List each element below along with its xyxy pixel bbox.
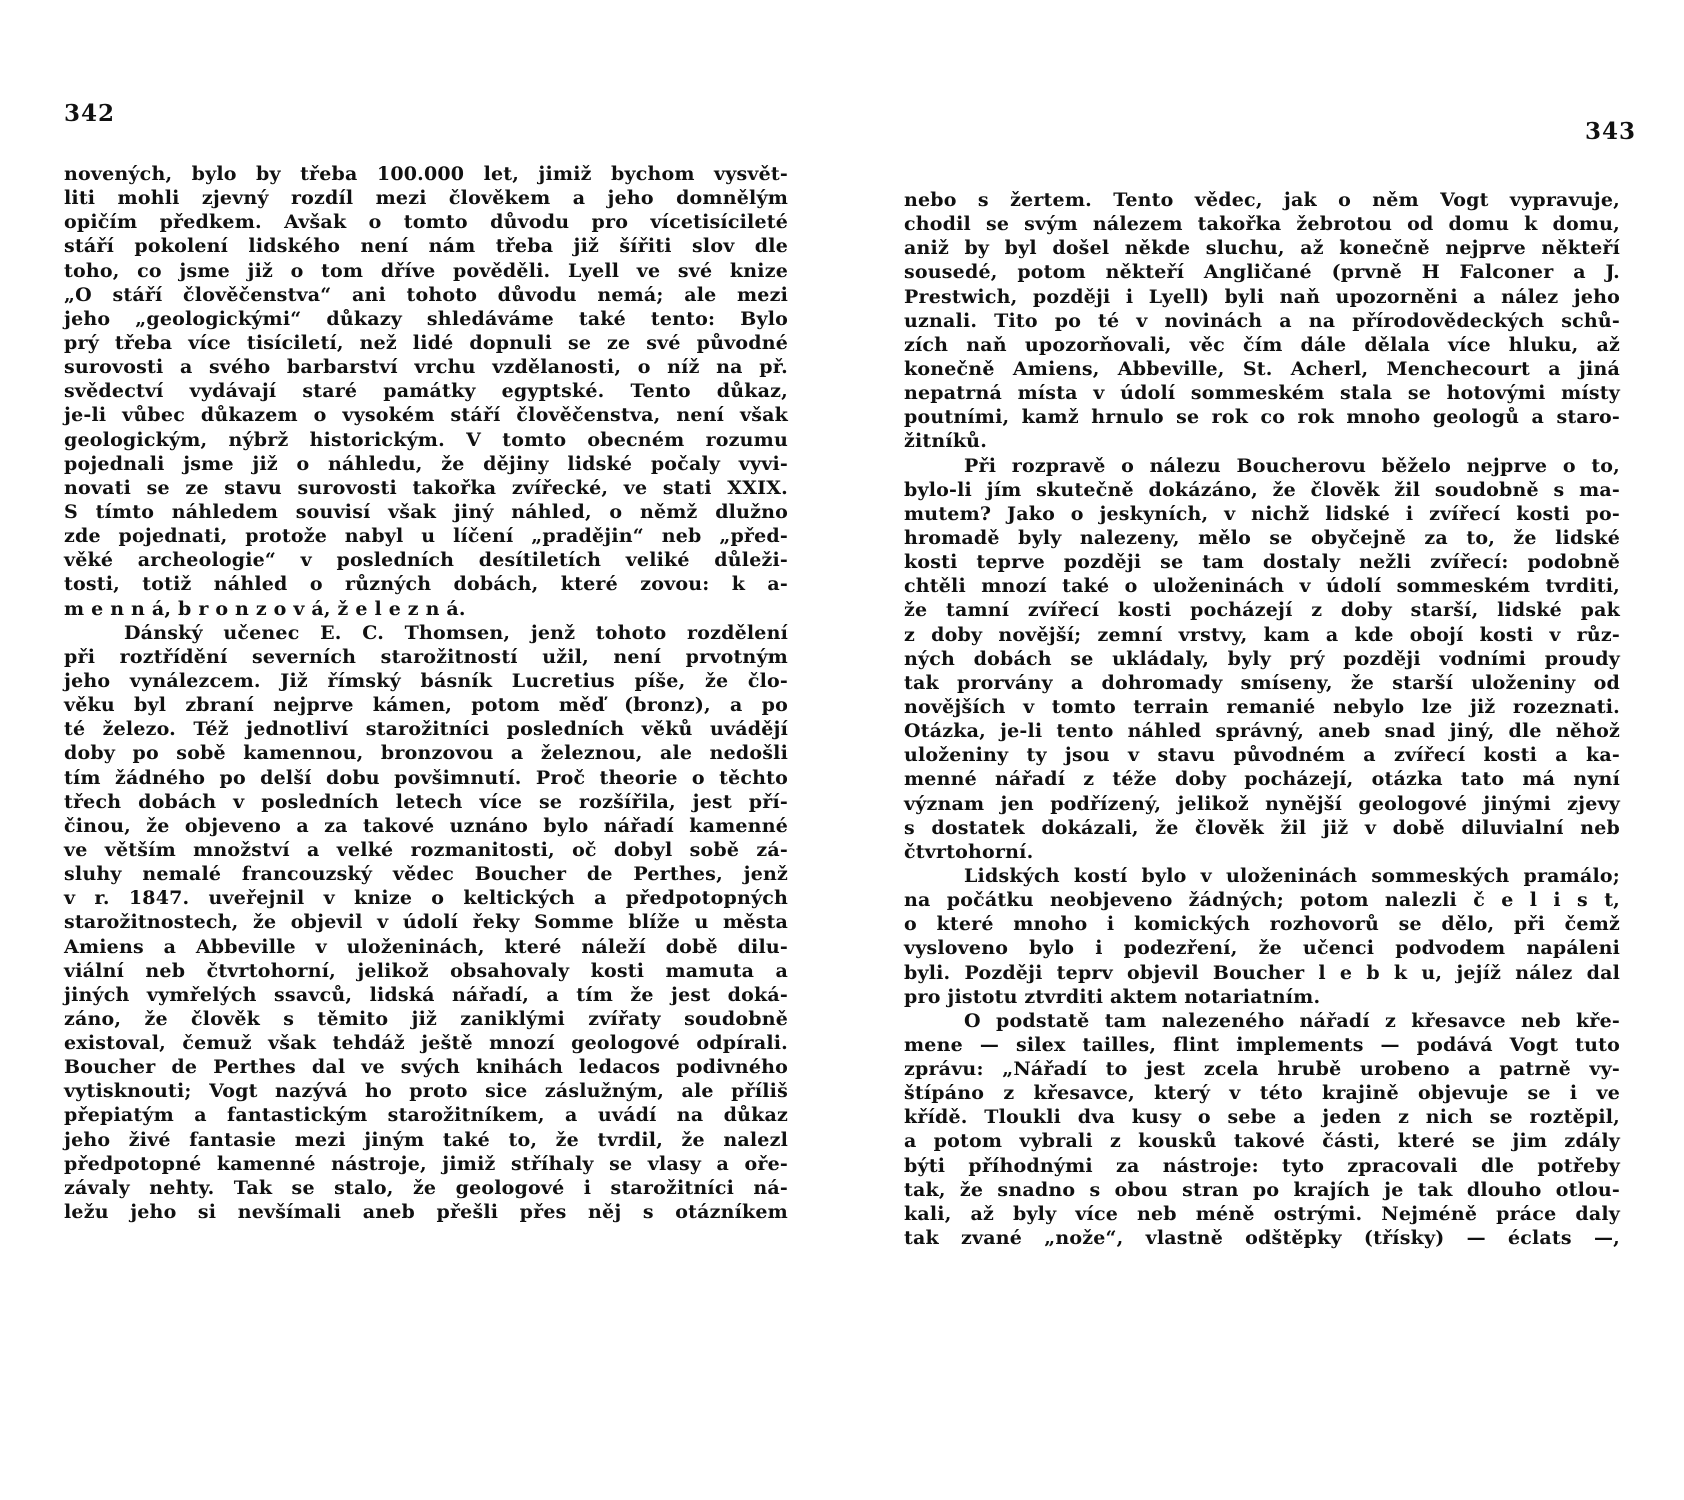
text-line: přepiatým a fantastickým starožitníkem, a uvádí na důkaz bbox=[64, 1104, 788, 1127]
text-line: jeho „geologickými“ důkazy shledáváme také tento: Bylo bbox=[64, 307, 788, 330]
text-line: uloženiny ty jsou v stavu původném a zvířecí kosti a ka- bbox=[904, 744, 1620, 767]
text-line: hromadě byly nalezeny, mělo se obyčejně za to, že lidské bbox=[904, 526, 1620, 549]
right-page bbox=[842, 0, 1684, 1500]
text-line: na počátku neobjeveno žádných; potom nalezli č e l i s t, bbox=[904, 889, 1620, 912]
text-line: zích naň upozorňovali, věc čím dále dělala více hluku, až bbox=[904, 333, 1620, 356]
text-line: bylo-li jím skutečně dokázáno, že člověk žil soudobně s ma- bbox=[904, 478, 1620, 501]
text-line: třech dobách v posledních letech více se rozšířila, jest pří- bbox=[64, 790, 788, 813]
text-line: ve větším množství a velké rozmanitosti, oč dobyl sobě zá- bbox=[64, 838, 788, 861]
page-number-right: 343 bbox=[1584, 118, 1636, 145]
text-line: tak prorvány a dohromady smíseny, že starší uloženiny od bbox=[904, 671, 1620, 694]
text-line: viální neb čtvrtohorní, jelikož obsahovaly kosti mamuta a bbox=[64, 959, 788, 982]
text-line: jeho vynálezcem. Již římský básník Lucretius píše, že člo- bbox=[64, 669, 788, 692]
text-line: „O stáří člověčenstva“ ani tohoto důvodu nemá; ale mezi bbox=[64, 283, 788, 306]
text-line: Boucher de Perthes dal ve svých knihách ledacos podivného bbox=[64, 1056, 788, 1079]
left-page-text bbox=[64, 162, 788, 1224]
text-line: menné nářadí z téže doby pocházejí, otázka tato má nyní bbox=[904, 768, 1620, 791]
text-line: sousedé, potom někteří Angličané (prvně H Falconer a J. bbox=[904, 261, 1620, 284]
text-line: chodil se svým nálezem takořka žebrotou od domu k domu, bbox=[904, 213, 1620, 236]
text-line: mene — silex tailles, flint implements — podává Vogt tuto bbox=[904, 1033, 1620, 1056]
text-line: nepatrná místa v údolí sommeském stala se hotovými místy bbox=[904, 382, 1620, 405]
text-line: význam jen podřízený, jelikož nynější geologové jinými zjevy bbox=[904, 792, 1620, 815]
text-line: věké archeologie“ v posledních desítiletích veliké důleži- bbox=[64, 549, 788, 572]
text-line: S tímto náhledem souvisí však jiný náhled, o němž dlužno bbox=[64, 500, 788, 523]
text-line: zde pojednati, protože nabyl u líčení „pradějin“ neb „před- bbox=[64, 525, 788, 548]
text-line: křídě. Tloukli dva kusy o sebe a jeden z nich se roztěpil, bbox=[904, 1106, 1620, 1129]
text-line: jeho živé fantasie mezi jiným také to, že tvrdil, že nalezl bbox=[64, 1128, 788, 1151]
text-line: Dánský učenec E. C. Thomsen, jenž tohoto rozdělení bbox=[124, 621, 788, 644]
text-line: kosti teprve později se tam dostaly nežli zvířecí: podobně bbox=[904, 551, 1620, 574]
text-line: o které mnoho i komických rozhovorů se dělo, při čemž bbox=[904, 913, 1620, 936]
text-line: štípáno z křesavce, který v této krajině objevuje se i ve bbox=[904, 1082, 1620, 1105]
text-line: Při rozpravě o nálezu Boucherovu běželo nejprve o to, bbox=[964, 454, 1620, 477]
text-line: nebo s žertem. Tento vědec, jak o něm Vogt vypravuje, bbox=[904, 189, 1620, 211]
text-line: tak, že snadno s obou stran po krajích je tak dlouho otlou- bbox=[904, 1178, 1620, 1201]
text-line: zprávu: „Nářadí to jest zcela hrubě urobeno a patrně vy- bbox=[904, 1058, 1620, 1081]
text-line: v r. 1847. uveřejnil v knize o keltických a předpotopných bbox=[64, 887, 788, 910]
text-line: novějších v tomto terrain remanié nebylo lze již rozeznati. bbox=[904, 695, 1620, 718]
text-line: kali, až byly více neb méně ostrými. Nejméně práce daly bbox=[904, 1202, 1620, 1225]
text-line: Amiens a Abbeville v uloženinách, které náleží době dilu- bbox=[64, 935, 788, 958]
text-line: novených, bylo by třeba 100.000 let, jimiž bychom vysvět- bbox=[64, 163, 788, 185]
text-line: byli. Později teprv objevil Boucher l e b k u, jejíž nález dal bbox=[904, 961, 1620, 984]
text-line: doby po sobě kamennou, bronzovou a železnou, ale nedošli bbox=[64, 742, 788, 765]
text-line: býti příhodnými za nástroje: tyto zpracovali dle potřeby bbox=[904, 1154, 1620, 1177]
text-line: konečně Amiens, Abbeville, St. Acherl, Menchecourt a jiná bbox=[904, 357, 1620, 380]
text-line: poutními, kamž hrnulo se rok co rok mnoho geologů a staro- bbox=[904, 406, 1620, 429]
text-line: věku byl zbraní nejprve kámen, potom měď (bronz), a po bbox=[64, 694, 788, 717]
text-line: O podstatě tam nalezeného nářadí z křesavce neb kře- bbox=[964, 1009, 1620, 1032]
text-line: prý třeba více tisíciletí, než lidé dopnuli se ze své původné bbox=[64, 331, 788, 354]
text-line: s dostatek dokázali, že člověk žil již v době diluvialní neb bbox=[904, 816, 1620, 839]
text-line: té železo. Též jednotliví starožitníci posledních věků uvádějí bbox=[64, 718, 788, 741]
text-line: aniž by byl došel někde sluchu, až konečně nejprve někteří bbox=[904, 237, 1620, 260]
text-line: tím žádného po delší dobu povšimnutí. Proč theorie o těchto bbox=[64, 766, 788, 789]
text-line: novati se ze stavu surovosti takořka zvířecké, ve stati XXIX. bbox=[64, 476, 788, 499]
text-line: sluhy nemalé francouzský vědec Boucher de Perthes, jenž bbox=[64, 863, 788, 886]
text-line: existoval, čemuž však tehdáž ještě mnozí geologové odpírali. bbox=[64, 1032, 788, 1055]
text-line: chtěli mnozí také o uloženinách v údolí sommeském tvrditi, bbox=[904, 575, 1620, 598]
text-line: jiných vymřelých ssavců, lidská nářadí, a tím že jest doká- bbox=[64, 983, 788, 1006]
text-line: je-li vůbec důkazem o vysokém stáří člověčenstva, není však bbox=[64, 404, 788, 427]
text-line: předpotopné kamenné nástroje, jimiž stříhaly se vlasy a oře- bbox=[64, 1152, 788, 1175]
text-line: závaly nehty. Tak se stalo, že geologové i starožitníci ná- bbox=[64, 1176, 788, 1199]
text-line: svědectví vydávají staré památky egyptské. Tento důkaz, bbox=[64, 380, 788, 403]
text-line: tak zvané „nože“, vlastně odštěpky (třísky) — éclats —, bbox=[904, 1227, 1620, 1250]
text-line: Prestwich, později i Lyell) byli naň upozorněni a nález jeho bbox=[904, 285, 1620, 308]
text-line: z doby novější; zemní vrstvy, kam a kde obojí kosti v růz- bbox=[904, 623, 1620, 646]
text-line: žitníků. bbox=[904, 430, 988, 453]
page-number-left: 342 bbox=[64, 100, 116, 127]
text-line: stáří pokolení lidského není nám třeba již šířiti slov dle bbox=[64, 235, 788, 258]
text-line: ných dobách se ukládaly, byly prý později vodními proudy bbox=[904, 647, 1620, 670]
text-line: při roztřídění severních starožitností užil, není prvotným bbox=[64, 645, 788, 668]
text-line: ležu jeho si nevšímali aneb přešli přes něj s otázníkem bbox=[64, 1201, 788, 1224]
text-line: pojednali jsme již o náhledu, že dějiny lidské počaly vyvi- bbox=[64, 452, 788, 475]
text-line: tosti, totiž náhled o různých dobách, které zovou: k a- bbox=[64, 573, 788, 596]
text-line: vysloveno bylo i podezření, že učenci podvodem napáleni bbox=[904, 937, 1620, 960]
text-line: že tamní zvířecí kosti pocházejí z doby starší, lidské pak bbox=[904, 599, 1620, 622]
text-line: uznali. Tito po té v novinách a na přírodovědeckých schů- bbox=[904, 309, 1620, 332]
text-line: liti mohli zjevný rozdíl mezi člověkem a jeho domnělým bbox=[64, 187, 788, 210]
text-line: toho, co jsme již o tom dříve pověděli. Lyell ve své knize bbox=[64, 259, 788, 282]
text-line: záno, že člověk s těmito již zaniklými zvířaty soudobně bbox=[64, 1007, 788, 1030]
text-line: vytisknouti; Vogt nazývá ho proto sice záslužným, ale příliš bbox=[64, 1080, 788, 1103]
text-line: mutem? Jako o jeskyních, v nichž lidské i zvířecí kosti po- bbox=[904, 502, 1620, 525]
text-line: čtvrtohorní. bbox=[904, 840, 1034, 863]
text-line: a potom vybrali z kousků takové části, které se jim zdály bbox=[904, 1130, 1620, 1153]
text-line: činou, že objeveno a za takové uznáno bylo nářadí kamenné bbox=[64, 814, 788, 837]
text-line: surovosti a svého barbarství vrchu vzdělanosti, o níž na př. bbox=[64, 356, 788, 379]
text-line: geologickým, nýbrž historickým. V tomto obecném rozumu bbox=[64, 428, 788, 451]
text-line: opičím předkem. Avšak o tomto důvodu pro vícetisícileté bbox=[64, 211, 788, 234]
text-line: Lidských kostí bylo v uloženinách sommeských pramálo; bbox=[964, 864, 1620, 887]
right-page-text bbox=[904, 188, 1620, 1250]
text-line: pro jistotu ztvrditi aktem notariatním. bbox=[904, 985, 1321, 1008]
text-line: Otázka, je-li tento náhled správný, aneb snad jiný, dle něhož bbox=[904, 720, 1620, 743]
text-line: m e n n á, b r o n z o v á, ž e l e z n á. bbox=[64, 597, 466, 620]
text-line: starožitnostech, že objevil v údolí řeky Somme blíže u města bbox=[64, 911, 788, 934]
